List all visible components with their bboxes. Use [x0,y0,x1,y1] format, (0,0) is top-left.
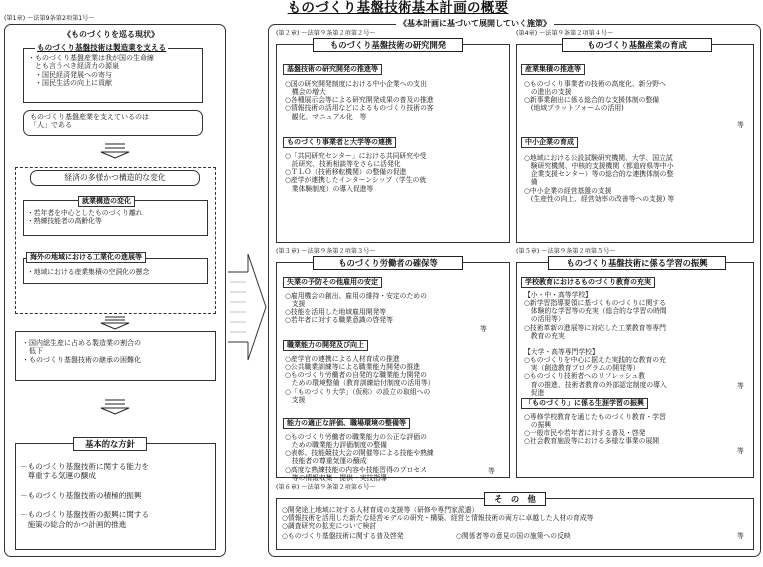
ch3-s1-line: 支援 [285,300,306,309]
ch3-title: ものづくり労働者の確保等 [313,256,463,270]
ch3-s2-line: ○公共職業訓練等による職業能力開発の推進 [285,363,421,372]
ch4-s1-etc: 等 [737,121,744,129]
ch3-s2-line: ○ものづくり労働者の自発的な職業能力開発の [285,371,427,380]
right-arrow-icon [226,252,268,362]
ch5-s2-line: ○一般市民や若年者に対する普及・啓発 [524,429,646,438]
policy-line: －ものづくり基盤技術の積極的振興 [20,490,142,500]
ch5-ref: (第５章) ～法第９条第２項第５号～ [516,248,616,255]
gdp-lines [22,339,141,364]
ch2-s2-line: ○ＴＬＯ（技術移転機関）の整備の促進 [285,168,407,177]
policy-title: 基本的な方針 [73,437,147,451]
ch2-s1-line: 機会の増大 [285,88,326,97]
ch5-s1-etc: 等 [737,382,744,390]
ch2-s1-lines [285,80,434,121]
employment-title: 就業構造の変化 [78,196,135,207]
ch6-last-a: ○ものづくり基盤技術に関する普及啓発 [282,532,404,540]
ch3-s2-line: ○「ものづくり大学」（仮称）の設立の取組への [285,387,431,396]
ch4-s2-lines [524,154,674,203]
ch4-s2-line: ○地域における公設試験研究機関、大学、国立試 [524,154,673,162]
ch2-s2-line: ○「共同研究センター」における共同研究や受 [285,152,427,160]
ch6-title: そ の 他 [484,492,546,506]
changes-title: 経済の多様かつ構造的な変化 [30,170,200,186]
ch3-s3-line: ○表彰、技能競技大会の開催等による技能や熟練 [285,449,434,458]
ch3-s3-line: ○ものづくり労働者の職業能力の公正な評価の [285,433,427,441]
ch3-s3-line: ○高度な熟練技能の内容や技能習得のプロセス [285,465,427,474]
ch2-ref: (第２章) ～法第９条第２項第２号～ [276,30,376,37]
ch3-s1-lines [285,292,427,325]
ch4-s1-line: ○ものづくり事業者の技術の高度化、新分野へ [524,80,666,88]
ch6-line: ○調査研究の拡充について検討 [282,522,377,531]
ch4-title: ものづくり基盤産業の育成 [562,38,712,52]
gdp-line: 低下 [22,347,43,356]
ch4-s1-line: (地域プラットフォームの活用) [524,104,624,113]
ch6-etc: 等 [737,532,744,540]
foundation-lines [28,54,154,88]
ch4-s2-title: 中小企業の育成 [521,137,578,148]
ch4-s2-line: ○中小企業の経営基盤の支援 [524,186,612,195]
ch5-s1-line: 【小・中・高等学校】 [524,291,592,299]
ch3-s3-line: 等の情報収集・提供・実技指導 [285,473,387,482]
left-chapter-ref: (第1章) ～法第9条第2項第1号～ [4,15,95,22]
ch4-s1-line: の進出の支援 [524,88,572,97]
down-arrow-icon [97,143,133,159]
overseas-title: 海外の地域における工業化の進展等 [26,252,146,263]
ch3-s1-title: 失業の予防その他雇用の安定 [283,277,382,288]
employment-line: ・熟練技能者の高齢化等 [27,217,102,226]
ch4-ref: (第4章) ～法第９条第２項第４号～ [516,30,614,37]
employment-line: ・若年者を中心としたものづくり離れ [27,209,143,217]
foundation-line: ・国民生活の向上に貢献 [28,79,112,88]
ch3-ref: (第３章) ～法第９条第２項第３号～ [276,248,376,255]
ch5-s1-line: の活用等） [524,315,565,324]
ch5-s1-line: 実（創造教育プログラムの開発等） [524,364,640,373]
ch3-s3-lines [285,433,434,482]
down-arrow-icon [97,316,133,330]
changes-box [15,167,216,314]
ch4-s1-lines [524,80,666,113]
ch5-s2-lines [524,413,666,446]
ch6-ref: (第６章) ～法第９条第２項第６号～ [276,484,376,491]
ch2-s2-lines [285,152,427,193]
ch3-s2-line: 支援 [285,395,306,404]
ch5-s2-etc: 等 [737,447,744,455]
ch2-title: ものづくり基盤技術の研究開発 [313,38,463,52]
policy-line: 尊重する気運の醸成 [20,471,96,481]
ch6-lines [282,506,593,530]
page-title: ものづくり基盤技術基本計画の概要 [287,0,509,16]
ch5-s1-line: 体験的な学習等の充実（総合的な学習の時間 [524,307,667,316]
ch5-title: ものづくり基盤技術に係る学習の振興 [548,256,726,270]
ch5-s1-line: ○ものづくりを中心に据えた実践的な教育の充 [524,356,666,365]
ch5-s2-line: ○専修学校教育を通じたものづくり教育・学習 [524,413,666,421]
ch2-s2-line: 託研究、技術相談等をさらに活発化 [285,160,401,169]
ch3-s1-line: ○若年者に対する職業意識の啓発等 [285,316,393,325]
ch6-line: ○開発途上地域に対する人材育成の支援等（研修や専門家派遣） [282,506,479,514]
ch3-s1-etc: 等 [480,325,487,333]
foundation-line: とも言うべき経済力の源泉 [28,62,119,71]
ch5-s1-title: 学校教育におけるものづくり教育の充実 [521,277,655,288]
ch3-s2-title: 職業能力の開発及び向上 [283,340,368,351]
overseas-line: ・地域における産業集積の空洞化の懸念 [27,268,150,276]
ch2-s1-line: 観化、マニュアル化 等 [285,112,367,121]
gdp-line: ・国内総生産に占める製造業の割合の [22,339,141,347]
ch5-s1-line: 促進 [524,388,545,397]
ch4-s2-line: 備 [524,178,538,187]
ch2-s1-title: 基盤技術の研究開発の推進等 [283,64,382,75]
ch3-s3-line: 技能者の尊重気運の醸成 [285,457,367,466]
current-situation-title: 《ものづくりを巡る現状》 [60,30,162,40]
ch5-s2-line: ○社会教育施設等における多様な事業の展開 [524,437,660,446]
people-line: 「人」である [30,121,72,130]
ch2-s2-title: ものづくり事業者と大学等の連携 [283,137,396,148]
people-line: ものづくり基盤産業を支えているのは [30,113,149,121]
ch3-s2-lines [285,355,435,404]
ch4-s2-line: 企業支援センター）等の総合的な連携体制の整 [524,170,674,179]
policy-line: －ものづくり基盤技術に関する能力を [20,462,150,471]
ch2-s2-line: ○産学が連携したインターンシップ（学生の就 [285,176,427,185]
ch5-s1-line: ○ものづくり技術者へのリフレッシュ教 [524,372,646,381]
ch3-s2-line: ○産学官の連携による人材育成の推進 [285,355,400,363]
ch3-s1-line: ○雇用機会の創出、雇用の維持・安定のための [285,292,427,300]
policy-lines [20,462,149,529]
ch5-s1-line: 教育の充実 [524,331,565,340]
foundation-line: ・ものづくり基盤産業は我が国の生命線 [28,54,154,62]
ch3-s3-etc: 等 [488,467,495,475]
ch5-s1-lines [524,291,667,397]
ch2-s2-line: 業体験制度）の導入促進等 [285,184,374,193]
measures-header: 《基本計画に基づいて展開していく施策》 [396,19,554,29]
ch2-s1-line: ○国の研究開発制度における中小企業への支出 [285,80,427,88]
ch5-s1-line: ○新学習指導要領に基づくものづくりに関する [524,299,666,308]
ch6-line: ○情報技術を活用した新たな経営モデルの研究・構築、経営と情報技術の両方に卓越した人材の育成等 [282,514,594,523]
policy-line: 施策の総合的かつ計画的推進 [20,519,127,529]
ch6-last-b: ○関係者等の意見の国の施策への反映 [456,532,571,540]
ch3-s3-line: ための職業能力評価制度の整備 [285,441,387,450]
employment-lines [27,209,143,225]
ch2-s1-line: ○各種展示会等による研究開発成果の普及の推進 [285,96,434,105]
ch5-s1-line: 育の推進、技術者教育の外部認定制度の導入 [524,380,667,389]
policy-line: －ものづくり基盤技術の振興に関する [20,510,150,520]
ch4-s2-line: (生産性の向上、経営効率の改善等への支援) 等 [524,194,675,203]
ch4-s1-title: 産業集積の推進等 [521,64,585,75]
ch5-s1-line: 【大学・高等専門学校】 [524,347,599,356]
ch5-s2-title: 「ものづくり」に係る生涯学習の振興 [521,398,648,409]
people-lines [30,113,149,130]
gdp-line: ・ものづくり基盤技術の継承の困難化 [22,355,141,364]
down-arrow-icon [97,399,133,415]
foundation-box-title: ものづくり基盤技術は製造業を支える [37,43,167,52]
ch2-s1-line: ○情報技術の活用などによるものづくり技術の客 [285,104,434,113]
ch4-s2-line: 験研究機関、中核的支援機関（都道府県等中小 [524,162,674,171]
ch3-s3-title: 能力の適正な評価、職場環境の整備等 [283,418,410,429]
overseas-lines [27,268,149,276]
ch5-s2-line: の振興 [524,421,552,430]
ch5-s1-line: ○技術革新の進展等に対応した工業教育等専門 [524,323,666,332]
ch4-s1-line: ○新事業創出に係る総合的な支援体制の整備 [524,96,660,105]
ch3-s2-line: ための環境整備（教育訓練給付制度の活用等） [285,379,435,388]
ch3-s1-line: ○技能を活用した地域雇用開発等 [285,308,387,317]
foundation-line: ・国民経済発展への寄与 [28,70,112,79]
